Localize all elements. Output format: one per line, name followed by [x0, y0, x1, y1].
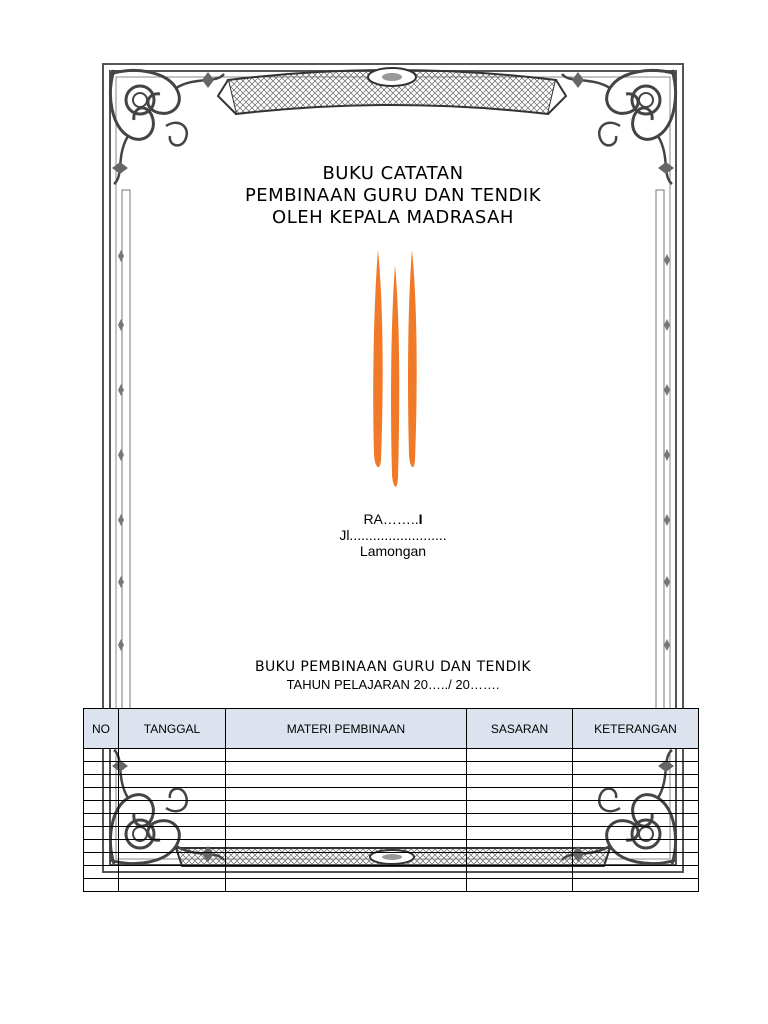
coaching-log-table: [83, 708, 699, 892]
table-cell[interactable]: [226, 762, 467, 775]
table-row: [84, 788, 699, 801]
table-cell[interactable]: [573, 866, 699, 879]
title-line-3: OLEH KEPALA MADRASAH: [272, 207, 514, 228]
document-title: [0, 163, 768, 229]
table-cell[interactable]: [84, 749, 119, 762]
table-cell[interactable]: [226, 827, 467, 840]
table-cell[interactable]: [84, 801, 119, 814]
table-cell[interactable]: [226, 879, 467, 892]
table-cell[interactable]: [84, 827, 119, 840]
table-cell[interactable]: [84, 879, 119, 892]
ra-suffix: I: [418, 511, 423, 527]
table-cell[interactable]: [119, 801, 226, 814]
table-cell[interactable]: [573, 879, 699, 892]
header-keterangan: KETERANGAN: [573, 709, 699, 749]
table-cell[interactable]: [467, 879, 573, 892]
table-body: [84, 749, 699, 892]
table-cell[interactable]: [467, 775, 573, 788]
header-tanggal: TANGGAL: [119, 709, 226, 749]
table-cell[interactable]: [467, 801, 573, 814]
table-cell[interactable]: [573, 801, 699, 814]
table-row: [84, 749, 699, 762]
street-line: Jl.........................: [339, 527, 447, 543]
table-header-row: [84, 709, 699, 749]
table-row: [84, 775, 699, 788]
table-cell[interactable]: [573, 853, 699, 866]
table-cell[interactable]: [84, 840, 119, 853]
table-row: [84, 814, 699, 827]
school-year: TAHUN PELAJARAN 20…../ 20…….: [286, 677, 500, 692]
table-cell[interactable]: [573, 749, 699, 762]
table-cell[interactable]: [467, 762, 573, 775]
table-cell[interactable]: [226, 775, 467, 788]
table-row: [84, 840, 699, 853]
title-line-2: PEMBINAAN GURU DAN TENDIK: [244, 185, 542, 206]
table-cell[interactable]: [119, 866, 226, 879]
table-cell[interactable]: [573, 827, 699, 840]
table-cell[interactable]: [467, 853, 573, 866]
table-cell[interactable]: [119, 853, 226, 866]
table-cell[interactable]: [467, 840, 573, 853]
table-cell[interactable]: [226, 840, 467, 853]
table-cell[interactable]: [226, 853, 467, 866]
institution-name: [0, 511, 768, 527]
table-cell[interactable]: [119, 762, 226, 775]
table-cell[interactable]: [84, 788, 119, 801]
header-sasaran: SASARAN: [467, 709, 573, 749]
table-cell[interactable]: [119, 749, 226, 762]
table-row: [84, 762, 699, 775]
table-row: [84, 801, 699, 814]
table-cell[interactable]: [573, 762, 699, 775]
table-cell[interactable]: [119, 814, 226, 827]
table-cell[interactable]: [467, 827, 573, 840]
table-cell[interactable]: [84, 814, 119, 827]
table-cell[interactable]: [84, 853, 119, 866]
table-cell[interactable]: [467, 749, 573, 762]
city-line: Lamongan: [359, 543, 427, 559]
table-cell[interactable]: [119, 788, 226, 801]
title-line-1: BUKU CATATAN: [322, 163, 464, 184]
header-no: NO: [84, 709, 119, 749]
table-row: [84, 866, 699, 879]
ribbon-banner-icon: [218, 68, 566, 114]
table-cell[interactable]: [467, 788, 573, 801]
table-cell[interactable]: [226, 788, 467, 801]
table-cell[interactable]: [573, 840, 699, 853]
table-cell[interactable]: [119, 827, 226, 840]
table-cell[interactable]: [226, 749, 467, 762]
table-row: [84, 853, 699, 866]
three-flames-logo-icon: [373, 250, 416, 487]
table-cell[interactable]: [84, 866, 119, 879]
table-cell[interactable]: [573, 814, 699, 827]
table-cell[interactable]: [467, 814, 573, 827]
table-cell[interactable]: [467, 866, 573, 879]
table-cell[interactable]: [84, 762, 119, 775]
table-row: [84, 879, 699, 892]
table-cell[interactable]: [226, 801, 467, 814]
ra-label: RA……..: [363, 511, 419, 527]
institution-address: [0, 511, 768, 559]
table-cell[interactable]: [119, 840, 226, 853]
table-cell[interactable]: [573, 788, 699, 801]
table-cell[interactable]: [119, 879, 226, 892]
table-cell[interactable]: [84, 775, 119, 788]
header-materi: MATERI PEMBINAAN: [226, 709, 467, 749]
table-cell[interactable]: [119, 775, 226, 788]
table-cell[interactable]: [573, 775, 699, 788]
table-cell[interactable]: [226, 814, 467, 827]
book-subtitle: BUKU PEMBINAAN GURU DAN TENDIK: [255, 659, 531, 675]
table-cell[interactable]: [226, 866, 467, 879]
table-row: [84, 827, 699, 840]
